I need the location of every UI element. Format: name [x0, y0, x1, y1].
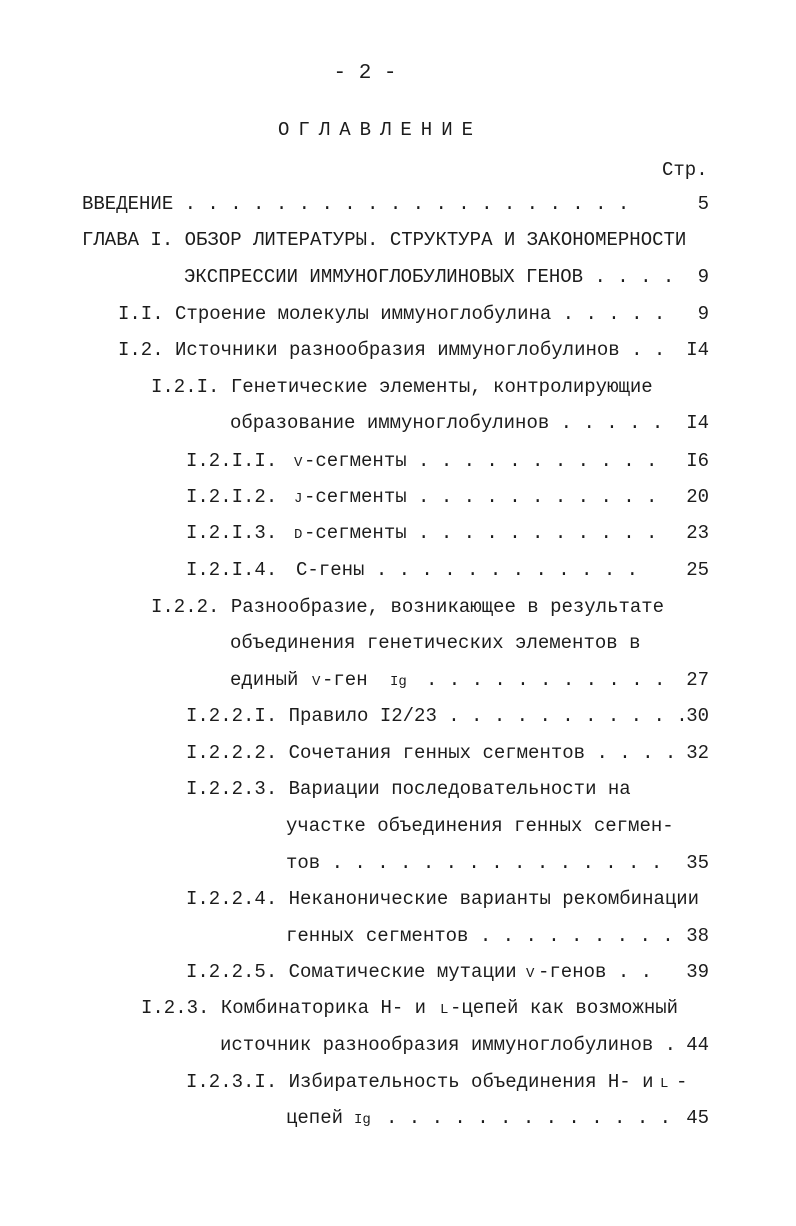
- toc-entry-text-rest: -генов . .: [538, 961, 653, 983]
- toc-entry: [151, 375, 724, 399]
- toc-entry-page: I4: [686, 412, 709, 434]
- toc-entry-page: 44: [686, 1034, 709, 1056]
- toc-entry-text: цепей: [286, 1107, 344, 1129]
- toc-entry: [186, 449, 724, 473]
- toc-entry-text: единый: [230, 669, 299, 691]
- toc-entry-segment: L: [440, 1002, 449, 1018]
- toc-entry: [186, 960, 724, 984]
- toc-entry-page: 30: [686, 705, 709, 727]
- toc-entry-page: 45: [686, 1107, 709, 1129]
- page-column-label: Стр.: [662, 159, 708, 181]
- toc-entry: [186, 887, 724, 911]
- toc-entry-text-rest: С-гены . . . . . . . . . . . .: [296, 559, 639, 581]
- toc-entry: [230, 411, 724, 435]
- toc-entry: [186, 485, 724, 509]
- toc-entry-text: I.2.I.3.: [186, 522, 278, 544]
- toc-entry-text: образование иммуноглобулинов . . . . .: [230, 412, 664, 434]
- toc-entry-page: 39: [686, 961, 709, 983]
- toc-entry-text: I.2.I.I.: [186, 450, 278, 472]
- toc-entry-segment: D: [294, 527, 303, 543]
- toc-entry-text-rest: -сегменты . . . . . . . . . . .: [304, 522, 658, 544]
- toc-entry: [220, 1033, 724, 1057]
- toc-entry: [141, 996, 724, 1020]
- toc-entry-segment: L: [660, 1076, 669, 1092]
- toc-entry: [186, 1070, 724, 1094]
- toc-entry-page: 27: [686, 669, 709, 691]
- toc-entry-page: I6: [686, 450, 709, 472]
- toc-entry-page: 23: [686, 522, 709, 544]
- toc-entry: [151, 595, 724, 619]
- toc-entry: [82, 228, 722, 252]
- toc-entry-page: 32: [686, 742, 709, 764]
- toc-entry-segment: J: [294, 491, 303, 507]
- toc-entry-page: 38: [686, 925, 709, 947]
- toc-entry-text-rest: -сегменты . . . . . . . . . . .: [304, 450, 658, 472]
- toc-entry-text: тов . . . . . . . . . . . . . . .: [286, 852, 663, 874]
- toc-entry-text: I.2.I. Генетические элементы, контролирующие: [151, 376, 653, 398]
- toc-entry-text: I.I. Строение молекулы иммуноглобулина . . . . .: [118, 303, 666, 325]
- toc-entry-segment: V: [312, 674, 321, 690]
- toc-entry-text: объединения генетических элементов в: [230, 632, 641, 654]
- toc-entry-text: генных сегментов . . . . . . . . .: [286, 925, 674, 947]
- toc-entry: [186, 558, 724, 582]
- toc-entry-page: 35: [686, 852, 709, 874]
- toc-entry-text: ГЛАВА I. ОБЗОР ЛИТЕРАТУРЫ. СТРУКТУРА И ЗАКОНОМЕРНОСТИ: [82, 229, 687, 251]
- toc-entry-segment: V: [294, 455, 303, 471]
- toc-entry-text: I.2.2.3. Вариации последовательности на: [186, 778, 631, 800]
- toc-entry-segment: Ig: [390, 674, 407, 690]
- toc-entry: [286, 814, 724, 838]
- toc-entry-text-rest: . . . . . . . . . . . . .: [386, 1107, 672, 1129]
- toc-entry: [186, 704, 724, 728]
- toc-entry: [286, 1106, 724, 1130]
- toc-entry-page: 25: [686, 559, 709, 581]
- toc-entry-text-rest: -цепей как возможный: [450, 997, 679, 1019]
- toc-entry-text: I.2.3.I. Избирательность объединения Н- и: [186, 1071, 654, 1093]
- toc-entry: [286, 924, 724, 948]
- toc-entry: [186, 741, 724, 765]
- toc-entry-text-rest: -: [676, 1071, 688, 1093]
- toc-entry-text: I.2. Источники разнообразия иммуноглобулинов . .: [118, 339, 666, 361]
- toc-entry-text: I.2.I.4.: [186, 559, 278, 581]
- toc-entry: [118, 338, 724, 362]
- toc-entry-text: I.2.2.4. Неканонические варианты рекомбинации: [186, 888, 700, 910]
- toc-entry-text: участке объединения генных сегмен-: [286, 815, 674, 837]
- toc-entry-text: I.2.2. Разнообразие, возникающее в результате: [151, 596, 665, 618]
- toc-entry-page: 9: [697, 303, 709, 325]
- toc-entry-text: I.2.2.I. Правило I2/23 . . . . . . . . . . .: [186, 705, 688, 727]
- toc-entry-text: I.2.2.5. Соматические мутации: [186, 961, 517, 983]
- toc-entry: [230, 631, 724, 655]
- toc-entry: [82, 192, 722, 216]
- toc-entry-text-rest: . . . . . . . . . . .: [426, 669, 666, 691]
- toc-entry-page: 9: [697, 266, 709, 288]
- toc-entry: [184, 265, 724, 289]
- toc-entry-page: 20: [686, 486, 709, 508]
- toc-heading: ОГЛАВЛЕНИЕ: [277, 119, 483, 141]
- toc-entry: [186, 521, 724, 545]
- toc-entry-text: ЭКСПРЕССИИ ИММУНОГЛОБУЛИНОВЫХ ГЕНОВ . . . .: [184, 266, 675, 288]
- toc-entry: [186, 777, 724, 801]
- toc-entry: [118, 302, 724, 326]
- toc-entry: [286, 851, 724, 875]
- toc-entry-page: I4: [686, 339, 709, 361]
- toc-entry-text-rest: -ген: [322, 669, 368, 691]
- toc-entry-text: I.2.2.2. Сочетания генных сегментов . . . .: [186, 742, 677, 764]
- toc-entry-page: 5: [697, 193, 709, 215]
- toc-entry-text: I.2.3. Комбинаторика Н- и: [141, 997, 427, 1019]
- toc-entry-text: ВВЕДЕНИЕ . . . . . . . . . . . . . . . . . . . .: [82, 193, 630, 215]
- toc-entry-segment: Ig: [354, 1112, 371, 1128]
- toc-entry-text: источник разнообразия иммуноглобулинов .: [220, 1034, 677, 1056]
- toc-entry-text: I.2.I.2.: [186, 486, 278, 508]
- toc-entry-segment: V: [526, 966, 535, 982]
- page-number: - 2 -: [333, 62, 397, 85]
- toc-entry-text-rest: -сегменты . . . . . . . . . . .: [304, 486, 658, 508]
- toc-entry: [230, 668, 724, 692]
